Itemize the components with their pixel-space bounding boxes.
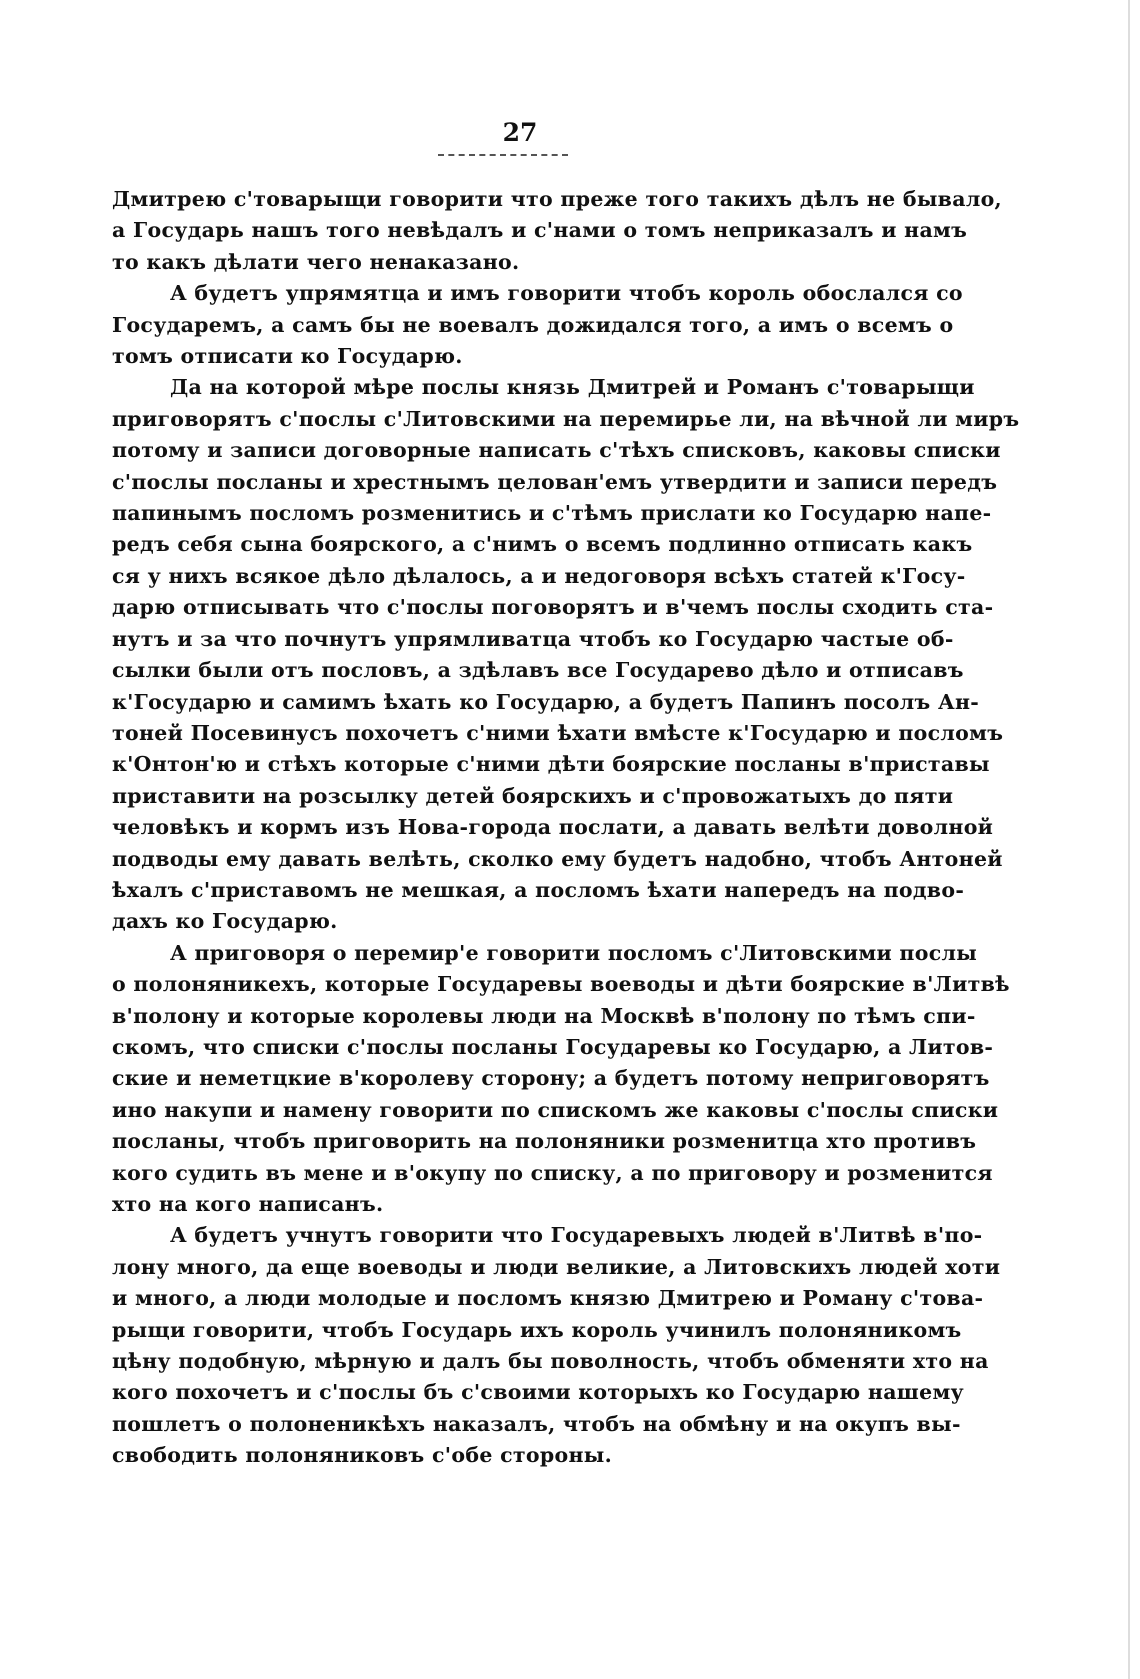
text-line: лону много, да еще воеводы и люди великие, а Литовскихъ людей хоти — [112, 1254, 1001, 1279]
text-line: приставити на розсылку детей боярскихъ и с'провожатыхъ до пяти — [112, 783, 954, 808]
text-line: посланы, чтобъ приговорить на полоняники розменитца хто противъ — [112, 1129, 977, 1154]
text-line: Дмитрею с'товарыщи говорити что преже того такихъ дѣлъ не бывало, — [112, 187, 1002, 211]
text-line: ские и неметцкие в'королеву сторону; а будетъ потому неприговорятъ — [112, 1066, 990, 1091]
text-line: кого судить въ мене и в'окупу по списку, а по приговору и розменится — [112, 1160, 993, 1185]
text-line: рыщи говорити, чтобъ Государь ихъ король учинилъ полоняникомъ — [112, 1317, 962, 1342]
text-line: Да на которой мѣре послы князь Дмитрей и Романъ с'товарыщи — [170, 375, 975, 400]
paragraph-2 — [112, 278, 963, 372]
text-line: ино накупи и намену говорити по спискомъ же каковы с'послы списки — [112, 1097, 999, 1122]
text-line: нутъ и за что почнутъ упрямливатца чтобъ ко Государю частые об- — [112, 626, 954, 651]
paragraph-1 — [112, 184, 1002, 278]
text-line: ся у нихъ всякое дѣло дѣлалось, а и недоговоря всѣхъ статей к'Госу- — [112, 563, 966, 588]
text-line: человѣкъ и кормъ изъ Нова-города послати, а давать велѣти доволной — [112, 815, 994, 840]
text-line: сылки были отъ пословъ, а здѣлавъ все Государево дѣло и отписавъ — [112, 658, 964, 683]
text-line: тоней Посевинусъ похочетъ с'ними ѣхати вмѣсте к'Государю и посломъ — [112, 720, 1004, 745]
text-line: цѣну подобную, мѣрную и далъ бы поволность, чтобъ обменяти хто на — [112, 1349, 989, 1374]
text-line: с'послы посланы и хрестнымъ целован'емъ утвердити и записи передъ — [112, 469, 998, 494]
paragraph-5 — [112, 1220, 1001, 1471]
text-line: хто на кого написанъ. — [112, 1192, 384, 1216]
text-line: в'полону и которые королевы люди на Москвѣ в'полону по тѣмъ спи- — [112, 1003, 976, 1028]
text-line: к'Государю и самимъ ѣхать ко Государю, а будетъ Папинъ посолъ Ан- — [112, 689, 980, 714]
header-rule — [438, 154, 568, 156]
text-line: редъ себя сына боярского, а с'нимъ о всемъ подлинно отписать какъ — [112, 532, 973, 557]
text-line: томъ отписати ко Государю. — [112, 344, 463, 369]
text-line: к'Онтон'ю и стѣхъ которые с'ними дѣти боярские посланы в'приставы — [112, 752, 990, 777]
text-line: свободить полоняниковъ с'обе стороны. — [112, 1443, 613, 1468]
text-line: скомъ, что списки с'послы посланы Государевы ко Государю, а Литов- — [112, 1034, 994, 1059]
paragraph-4 — [112, 938, 1010, 1221]
text-line: дахъ ко Государю. — [112, 909, 338, 934]
text-line: папинымъ посломъ розменитись и с'тѣмъ прислати ко Государю напе- — [112, 501, 992, 526]
text-line: то какъ дѣлати чего ненаказано. — [112, 249, 520, 274]
text-line: А приговоря о перемир'е говорити посломъ с'Литовскими послы — [170, 940, 978, 965]
text-line: кого похочетъ и с'послы бъ с'своими которыхъ ко Государю нашему — [112, 1380, 964, 1405]
text-line: дарю отписывать что с'послы поговорятъ и в'чемъ послы сходить ста- — [112, 595, 994, 620]
text-line: приговорятъ с'послы с'Литовскими на перемирье ли, на вѣчной ли миръ — [112, 406, 1020, 431]
text-line: и много, а люди молодые и посломъ князю Дмитрею и Роману с'това- — [112, 1286, 984, 1311]
page-number: 27 — [502, 118, 538, 147]
text-line: Государемъ, а самъ бы не воевалъ дожидался того, а имъ о всемъ о — [112, 312, 954, 337]
paragraph-3 — [112, 372, 1020, 937]
text-line: пошлетъ о полоненикѣхъ наказалъ, чтобъ на обмѣну и на окупъ вы- — [112, 1411, 961, 1436]
text-line: о полоняникехъ, которые Государевы воеводы и дѣти боярские в'Литвѣ — [112, 972, 1010, 997]
text-line: А будетъ упрямятца и имъ говорити чтобъ король обослался со — [170, 281, 963, 306]
text-line: ѣхалъ с'приставомъ не мешкая, а посломъ ѣхати напередъ на подво- — [112, 877, 965, 902]
text-line: потому и записи договорные написать с'тѣхъ списковъ, каковы списки — [112, 438, 1001, 463]
text-line: А будетъ учнутъ говорити что Государевыхъ людей в'Литвѣ в'по- — [170, 1223, 983, 1248]
body-text — [112, 184, 1020, 1472]
text-line: подводы ему давать велѣть, сколко ему будетъ надобно, чтобъ Антоней — [112, 846, 1003, 871]
page-edge-line — [1128, 0, 1130, 1679]
text-line: а Государь нашъ того невѣдалъ и с'нами о томъ неприказалъ и намъ — [112, 218, 968, 243]
